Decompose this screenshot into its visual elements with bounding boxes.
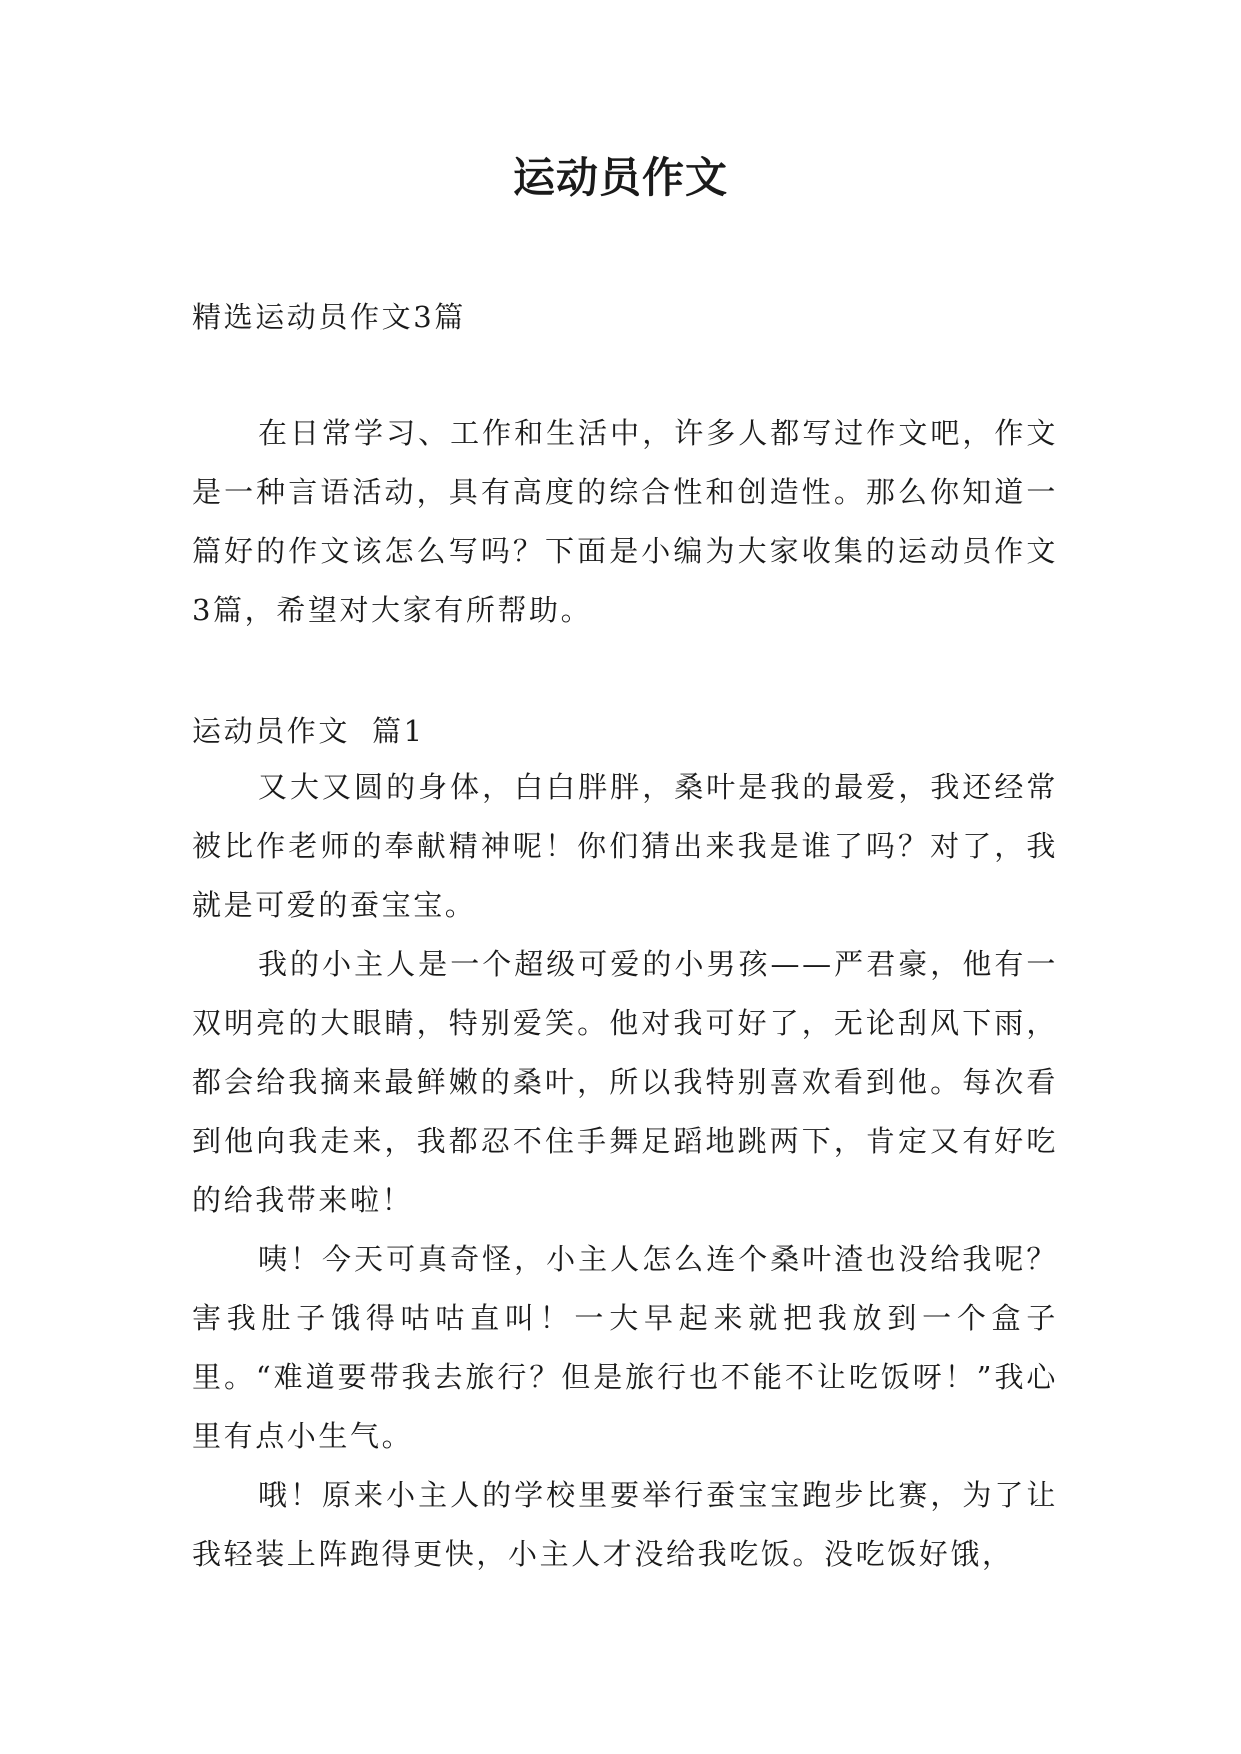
document-title: 运动员作文 <box>512 153 728 202</box>
section-number: 篇1 <box>372 714 425 748</box>
section-heading <box>192 702 1058 761</box>
body-paragraph: 又大又圆的身体，白白胖胖，桑叶是我的最爱，我还经常被比作老师的奉献精神呢！你们猜出来我是谁了吗？对了，我就是可爱的蚕宝宝。 <box>192 770 1058 922</box>
section-title: 运动员作文 <box>192 714 351 748</box>
body-paragraph: 哦！原来小主人的学校里要举行蚕宝宝跑步比赛，为了让我轻装上阵跑得更快，小主人才没给我吃饭。没吃饭好饿， <box>192 1478 1058 1571</box>
intro-paragraph: 在日常学习、工作和生活中，许多人都写过作文吧，作文是一种言语活动，具有高度的综合性和创造性。那么你知道一篇好的作文该怎么写吗？下面是小编为大家收集的运动员作文3篇，希望对大家有所帮助。 <box>192 416 1058 627</box>
document-subtitle: 精选运动员作文3篇 <box>192 300 466 334</box>
body-paragraph: 我的小主人是一个超级可爱的小男孩——严君豪，他有一双明亮的大眼睛，特别爱笑。他对我可好了，无论刮风下雨，都会给我摘来最鲜嫩的桑叶，所以我特别喜欢看到他。每次看到他向我走来，我都忍不住手舞足蹈地跳两下，肯定又有好吃的给我带来啦！ <box>192 947 1058 1217</box>
body-paragraph: 咦！今天可真奇怪，小主人怎么连个桑叶渣也没给我呢？害我肚子饿得咕咕直叫！一大早起来就把我放到一个盒子里。“难道要带我去旅行？但是旅行也不能不让吃饭呀！”我心里有点小生气。 <box>192 1242 1058 1453</box>
section-body <box>192 758 1058 1584</box>
